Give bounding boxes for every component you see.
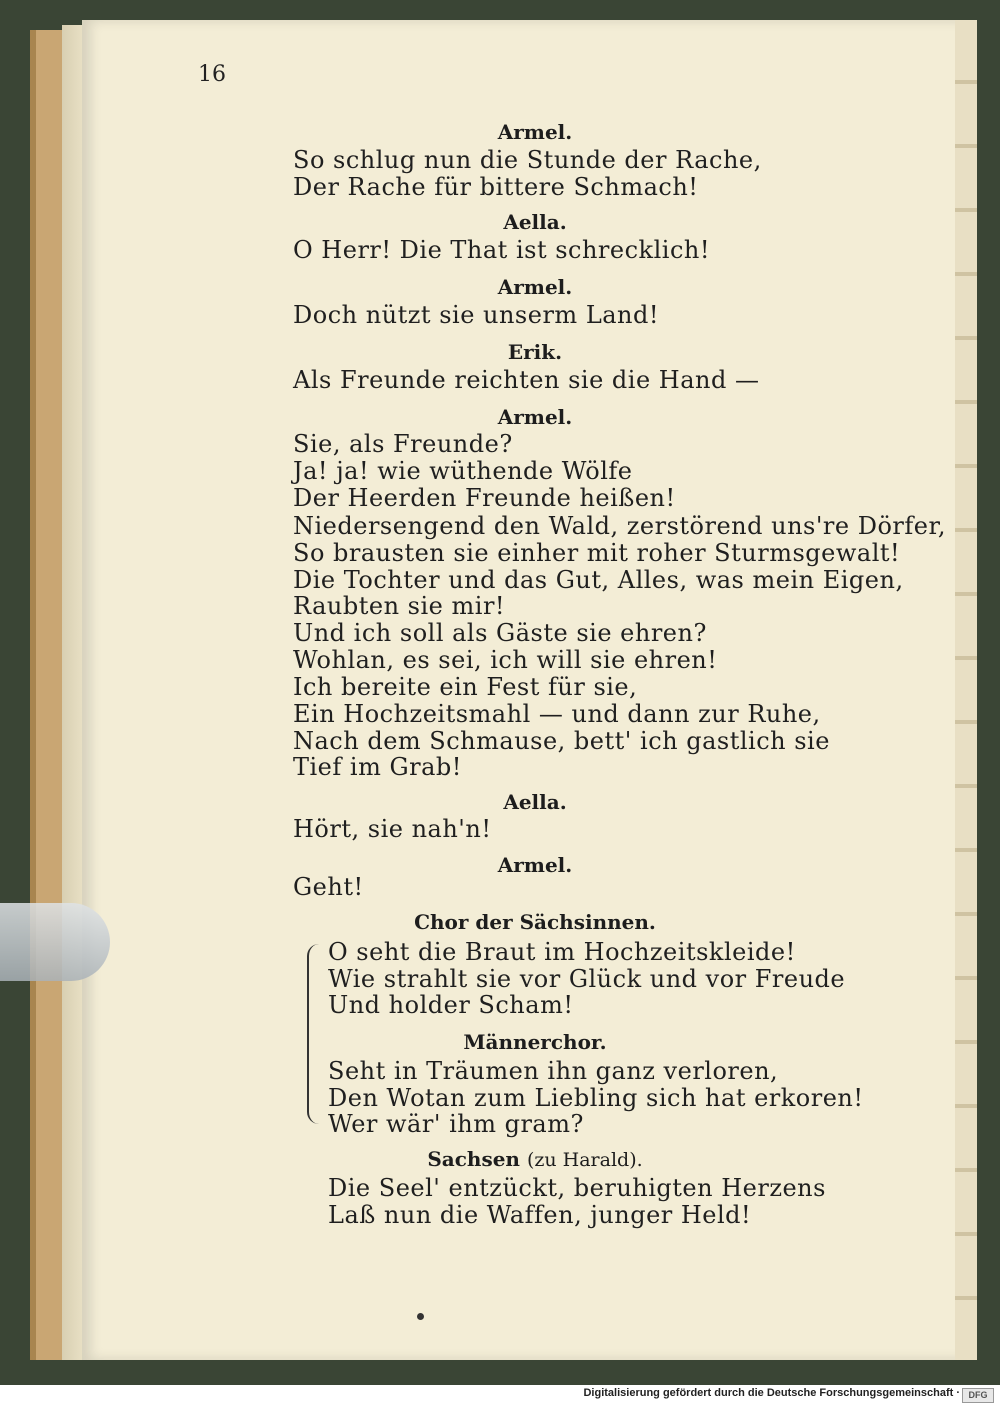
- verse-line: Und holder Scham!: [328, 991, 574, 1019]
- verse-line: Der Rache für bittere Schmach!: [293, 173, 699, 201]
- verse-line: Geht!: [293, 873, 364, 901]
- verse-line: Ich bereite ein Fest für sie,: [293, 673, 638, 701]
- speaker-heading: Erik.: [507, 340, 563, 364]
- page-mark: [417, 1313, 424, 1320]
- verse-line: Wer wär' ihm gram?: [328, 1110, 584, 1138]
- choir-brace: [307, 944, 319, 1124]
- verse-line: Als Freunde reichten sie die Hand —: [293, 366, 760, 394]
- verse-line: Raubten sie mir!: [293, 592, 506, 620]
- verse-line: Und ich soll als Gäste sie ehren?: [293, 619, 707, 647]
- speaker-heading: Aella.: [503, 790, 567, 814]
- verse-line: Niedersengend den Wald, zerstörend uns're Dörfer,: [293, 512, 946, 540]
- verse-line: Ein Hochzeitsmahl — und dann zur Ruhe,: [293, 700, 821, 728]
- speaker-heading: Armel.: [497, 405, 573, 429]
- verse-line: Die Seel' entzückt, beruhigten Herzens: [328, 1174, 826, 1202]
- verse-line: Den Wotan zum Liebling sich hat erkoren!: [328, 1084, 864, 1112]
- verse-line: So brausten sie einher mit roher Sturmsgewalt!: [293, 539, 901, 567]
- stage-direction: (zu Harald).: [526, 1149, 643, 1171]
- speaker-name: Sachsen: [427, 1147, 520, 1171]
- footer-credit: Digitalisierung gefördert durch die Deutsche Forschungsgemeinschaft ·: [583, 1387, 960, 1399]
- speaker-heading: Armel.: [497, 120, 573, 144]
- verse-line: Laß nun die Waffen, junger Held!: [328, 1201, 752, 1229]
- verse-line: Ja! ja! wie wüthende Wölfe: [293, 457, 633, 485]
- page-right-edge: [955, 20, 977, 1360]
- verse-line: Wie strahlt sie vor Glück und vor Freude: [328, 965, 846, 993]
- verse-line: Tief im Grab!: [293, 753, 462, 781]
- verse-line: O Herr! Die That ist schrecklich!: [293, 236, 710, 264]
- verse-line: Der Heerden Freunde heißen!: [293, 484, 676, 512]
- verse-line: Wohlan, es sei, ich will sie ehren!: [293, 646, 718, 674]
- speaker-heading: Männerchor.: [463, 1030, 607, 1054]
- speaker-heading: [385, 1147, 685, 1171]
- verse-line: So schlug nun die Stunde der Rache,: [293, 146, 762, 174]
- verse-line: Doch nützt sie unserm Land!: [293, 301, 660, 329]
- verse-line: O seht die Braut im Hochzeitskleide!: [328, 938, 796, 966]
- verse-line: Hört, sie nah'n!: [293, 815, 492, 843]
- verse-line: Die Tochter und das Gut, Alles, was mein Eigen,: [293, 566, 904, 594]
- verse-line: Sie, als Freunde?: [293, 430, 513, 458]
- page-number: 16: [198, 62, 226, 87]
- speaker-heading: Aella.: [503, 210, 567, 234]
- footer-bar: [0, 1385, 1000, 1405]
- speaker-heading: Chor der Sächsinnen.: [414, 910, 656, 934]
- verse-line: Seht in Träumen ihn ganz verloren,: [328, 1057, 779, 1085]
- speaker-heading: Armel.: [497, 275, 573, 299]
- dfg-logo: DFG: [962, 1388, 994, 1403]
- speaker-heading: Armel.: [497, 853, 573, 877]
- page-clip: [0, 903, 110, 981]
- verse-line: Nach dem Schmause, bett' ich gastlich sie: [293, 727, 830, 755]
